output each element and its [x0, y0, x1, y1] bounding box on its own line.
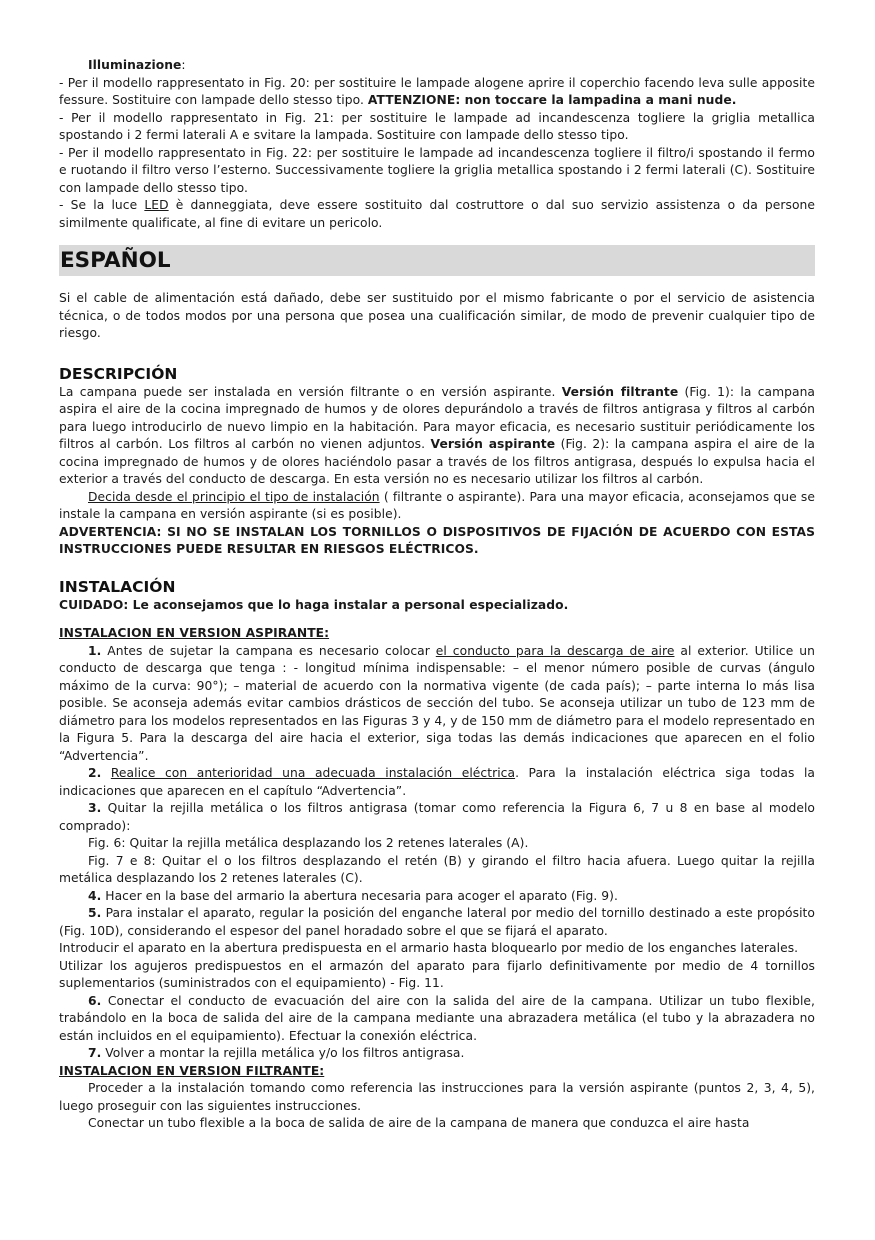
step-7: 7. Volver a montar la rejilla metálica y/o los filtros antigrasa.	[88, 1046, 465, 1060]
italian-lighting-heading: Illuminazione:	[88, 58, 186, 72]
step-2: 2. Realice con anterioridad una adecuada instalación eléctrica. Para la instalación eléctrica siga todas la indicaciones que aparecen en el capítulo “Advertencia”.	[59, 766, 815, 798]
step-5: 5. Para instalar el aparato, regular la posición del enganche lateral por medio del tornillo destinado a este propósito (Fig. 10D), considerando el espesor del panel horadado sobre el que se fijará el aparato.	[59, 906, 815, 938]
step-3: 3. Quitar la rejilla metálica o los filtros antigrasa (tomar como referencia la Figura 6, 7 u 8 en base al modelo comprado):	[59, 801, 815, 833]
manual-page	[59, 57, 815, 1133]
step-5-insert: Introducir el aparato en la abertura predispuesta en el armario hasta bloquearlo por medio de los enganches laterales.	[59, 941, 799, 955]
step-3-fig6: Fig. 6: Quitar la rejilla metálica desplazando los 2 retenes laterales (A).	[88, 836, 529, 850]
description-title: DESCRIPCIÓN	[59, 364, 178, 383]
spanish-intro: Si el cable de alimentación está dañado, debe ser sustituido por el mismo fabricante o por el servicio de asistencia técnica, o de todos modos por una persona que posea una cualificación similar, de modo de prevenir cualquier tipo de riesgo.	[59, 291, 815, 340]
step-5-fix: Utilizar los agujeros predispuestos en el armazón del aparato para fijarlo definitivamente por medio de 4 tornillos suplementarios (suministrados con el equipamiento) - Fig. 11.	[59, 958, 815, 990]
step-1: 1. Antes de sujetar la campana es necesario colocar el conducto para la descarga de aire al exterior. Utilice un conducto de descarga que tenga : - longitud mínima indispensable: – el menor número posible de curvas (ángulo máximo de la curva: 90°); – material de acuerdo con la normativa vigente (de cada país); – parte interna lo más lisa posible. Se aconseja además evitar cambios drásticos de sección del tubo. Se aconseja utilizar un tubo de 123 mm de diámetro para los modelos representados en las Figuras 3 y 4, y de 150 mm de diámetro para el modelo representado en la Figura 5. Para la descarga del aire hacia el exterior, siga todas las demás indicaciones que aparecen en el folio “Advertencia”.	[59, 643, 815, 763]
filtrante-paragraph-1: Proceder a la instalación tomando como referencia las instrucciones para la versión aspirante (puntos 2, 3, 4, 5), luego proseguir con las siguientes instrucciones.	[59, 1081, 815, 1113]
description-warning: ADVERTENCIA: SI NO SE INSTALAN LOS TORNILLOS O DISPOSITIVOS DE FIJACIÓN DE ACUERDO CON ESTAS INSTRUCCIONES PUEDE RESULTAR EN RIESGOS ELÉCTRICOS.	[59, 524, 815, 556]
step-6: 6. Conectar el conducto de evacuación del aire con la salida del aire de la campana. Utilizar un tubo flexible, trabándolo en la boca de salida del aire de la campana mediante una abrazadera metálica (el tubo y la abrazadera no están incluidos en el equipamiento). Efectuar la conexión eléctrica.	[59, 993, 815, 1043]
installation-caution: CUIDADO: Le aconsejamos que lo haga instalar a personal especializado.	[59, 597, 569, 612]
spanish-section-band	[59, 245, 815, 276]
description-body: La campana puede ser instalada en versión filtrante o en versión aspirante. Versión filtrante (Fig. 1): la campana aspira el aire de la cocina impregnado de humos y de olores depurándolo a través de filtros antigrasa y filtros al carbón para luego introducirlo de nuevo limpio en la habitación. Para mayor eficacia, es necesario sustituir periódicamente los filtros al carbón. Los filtros al carbón no vienen adjuntos. Versión aspirante (Fig. 2): la campana aspira el aire de la cocina impregnado de humos y de olores haciéndolo pasar a través de los filtros antigrasa, después lo expulsa hacia el exterior a través del conducto de descarga. En esta versión no es necesario utilizar los filtros al carbón.	[59, 384, 815, 486]
spanish-section-title: ESPAÑOL	[60, 248, 171, 273]
aspirante-heading: INSTALACION EN VERSION ASPIRANTE:	[59, 626, 330, 640]
italian-paragraph-fig21: - Per il modello rappresentato in Fig. 21: per sostituire le lampade ad incandescenza togliere la griglia metallica spostando i 2 fermi laterali A e svitare la lampada. Sostituire con lampade dello stesso tipo.	[59, 110, 815, 142]
italian-paragraph-fig22: - Per il modello rappresentato in Fig. 22: per sostituire le lampade ad incandescenza togliere il filtro/i spostando il fermo e ruotando il filtro verso l’esterno. Successivamente togliere la griglia metallica spostando i 2 fermi laterali (C). Sostituire con lampade dello stesso tipo.	[59, 145, 815, 195]
step-4: 4. Hacer en la base del armario la abertura necesaria para acoger el aparato (Fig. 9).	[88, 888, 618, 903]
filtrante-heading: INSTALACION EN VERSION FILTRANTE:	[59, 1063, 325, 1078]
installation-title: INSTALACIÓN	[59, 577, 176, 596]
description-decide: Decida desde el principio el tipo de instalación ( filtrante o aspirante). Para una mayor eficacia, aconsejamos que se instale la campana en versión aspirante (si es posible).	[59, 489, 815, 521]
italian-paragraph-fig20: - Per il modello rappresentato in Fig. 20: per sostituire le lampade alogene aprire il coperchio facendo leva sulle apposite fessure. Sostituire con lampade dello stesso tipo. ATTENZIONE: non toccare la lampadina a mani nude.	[59, 75, 815, 107]
step-3-fig7-8: Fig. 7 e 8: Quitar el o los filtros desplazando el retén (B) y girando el filtro hacia afuera. Luego quitar la rejilla metálica desplazando los 2 retenes laterales (C).	[59, 853, 815, 885]
filtrante-paragraph-2: Conectar un tubo flexible a la boca de salida de aire de la campana de manera que conduzca el aire hasta	[88, 1116, 750, 1130]
italian-paragraph-led: - Se la luce LED è danneggiata, deve essere sostituito dal costruttore o dal suo servizio assistenza o da persone similmente qualificate, al fine di evitare un pericolo.	[59, 198, 815, 230]
